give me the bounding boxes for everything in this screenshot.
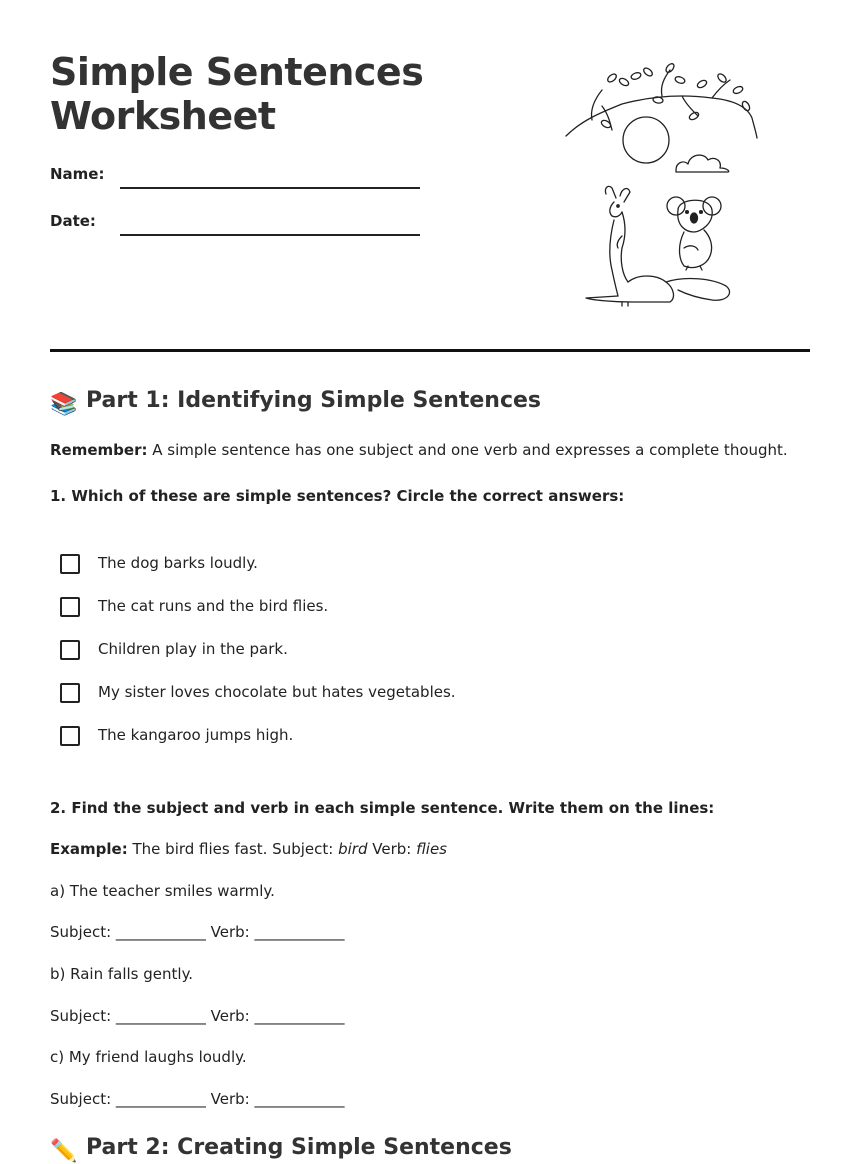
books-icon: 📚 xyxy=(50,392,78,417)
example-verb-label: Verb: xyxy=(367,840,417,858)
worksheet-page xyxy=(50,0,810,1164)
date-label: Date: xyxy=(50,212,96,230)
option-checkbox[interactable] xyxy=(60,683,80,703)
kangaroo-koala-illustration xyxy=(562,60,762,310)
option-checkbox[interactable] xyxy=(60,554,80,574)
pencil-icon: ✏️ xyxy=(50,1139,78,1164)
part2-title xyxy=(50,1135,512,1164)
part1-title xyxy=(50,388,541,417)
sentence-a: a) The teacher smiles warmly. xyxy=(50,882,275,900)
option-label: Children play in the park. xyxy=(98,640,288,658)
name-label: Name: xyxy=(50,165,105,183)
answer-line-b[interactable]: Subject: ____________ Verb: ____________ xyxy=(50,1007,345,1025)
date-line[interactable] xyxy=(120,234,420,236)
part1-title-text: Part 1: Identifying Simple Sentences xyxy=(86,388,542,413)
part2-title-text: Part 2: Creating Simple Sentences xyxy=(86,1135,512,1160)
example-line xyxy=(50,840,447,858)
question-1: 1. Which of these are simple sentences? Circle the correct answers: xyxy=(50,487,625,505)
sentence-c: c) My friend laughs loudly. xyxy=(50,1048,247,1066)
sentence-b: b) Rain falls gently. xyxy=(50,965,194,983)
option-label: The kangaroo jumps high. xyxy=(98,726,294,744)
answer-line-c[interactable]: Subject: ____________ Verb: ____________ xyxy=(50,1090,345,1108)
example-label: Example: xyxy=(50,840,128,858)
remember-text: A simple sentence has one subject and one verb and expresses a complete thought. xyxy=(147,441,788,459)
remember-label: Remember: xyxy=(50,441,148,459)
option-label: My sister loves chocolate but hates vegetables. xyxy=(98,683,456,701)
option-label: The cat runs and the bird flies. xyxy=(98,597,329,615)
option-checkbox[interactable] xyxy=(60,726,80,746)
header-divider xyxy=(50,349,810,352)
option-checkbox[interactable] xyxy=(60,597,80,617)
question-2: 2. Find the subject and verb in each simple sentence. Write them on the lines: xyxy=(50,799,715,817)
example-verb: flies xyxy=(416,840,447,858)
name-line[interactable] xyxy=(120,187,420,189)
answer-line-a[interactable]: Subject: ____________ Verb: ____________ xyxy=(50,923,345,941)
example-subject: bird xyxy=(338,840,368,858)
option-label: The dog barks loudly. xyxy=(98,554,258,572)
remember-note xyxy=(50,441,788,459)
example-text: The bird flies fast. Subject: xyxy=(127,840,339,858)
option-checkbox[interactable] xyxy=(60,640,80,660)
worksheet-title: Simple Sentences Worksheet xyxy=(50,50,424,138)
